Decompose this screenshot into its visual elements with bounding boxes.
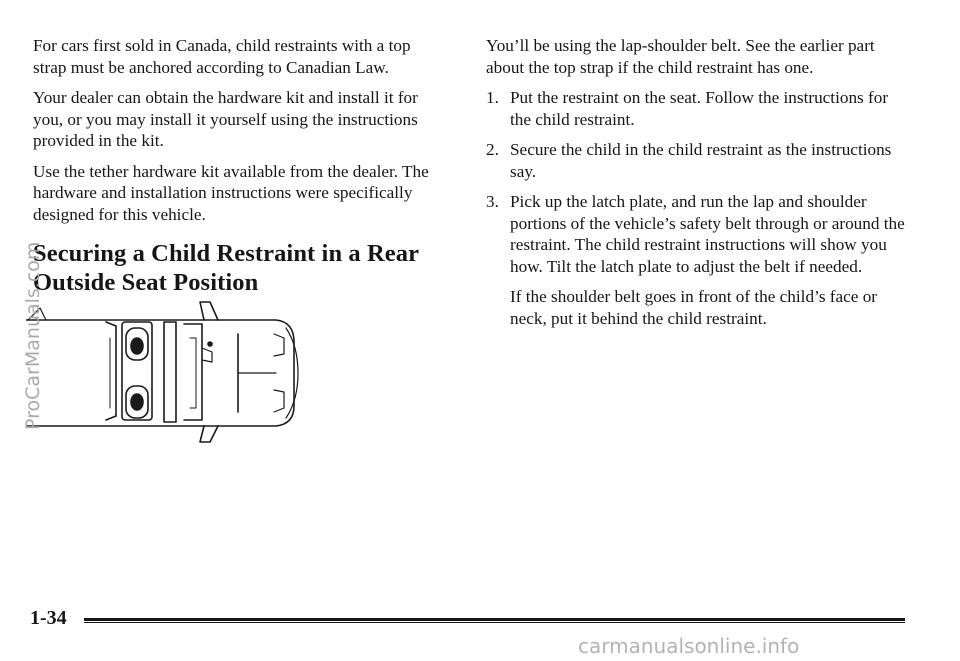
step-number: 2.: [486, 140, 499, 159]
paragraph-intro: You’ll be using the lap-shoulder belt. See the earlier part about the top strap if the child restraint has one.: [486, 36, 875, 77]
step-list: [486, 87, 911, 277]
paragraph-canada-law: For cars first sold in Canada, child restraints with a top strap must be anchored according to Canadian Law.: [33, 36, 411, 77]
paragraph-shoulder-belt-note: If the shoulder belt goes in front of the child’s face or neck, put it behind the child restraint.: [510, 287, 878, 328]
step-text: Put the restraint on the seat. Follow the instructions for the child restraint.: [510, 88, 889, 129]
step-text: Pick up the latch plate, and run the lap and shoulder portions of the vehicle’s safety belt through or around the restraint. The child restraint instructions will show you how. Tilt the latch plate to adjust the belt if needed.: [510, 192, 905, 276]
watermark-side: ProCarManuals.com: [22, 241, 44, 430]
paragraph-dealer-install: Your dealer can obtain the hardware kit and install it for you, or you may install it yourself using the instructions provided in the kit.: [33, 88, 418, 150]
right-column: [486, 35, 911, 338]
car-top-view-rear-seat-icon: [26, 298, 306, 451]
paragraph-tether-kit: Use the tether hardware kit available from the dealer. The hardware and installation instructions were specifically designed for this vehicle.: [33, 161, 429, 224]
page-number: 1-34: [30, 607, 67, 629]
step-text: Secure the child in the child restraint as the instructions say.: [510, 140, 892, 181]
left-column: [33, 35, 448, 297]
footer-rule: [84, 618, 905, 623]
step-number: 1.: [486, 88, 499, 107]
list-item: [486, 191, 911, 277]
watermark-bottom: carmanualsonline.info: [578, 634, 800, 658]
list-item: [486, 139, 911, 182]
step-number: 3.: [486, 192, 499, 211]
list-item: [486, 87, 911, 130]
section-heading: Securing a Child Restraint in a Rear Outside Seat Position: [33, 240, 419, 296]
